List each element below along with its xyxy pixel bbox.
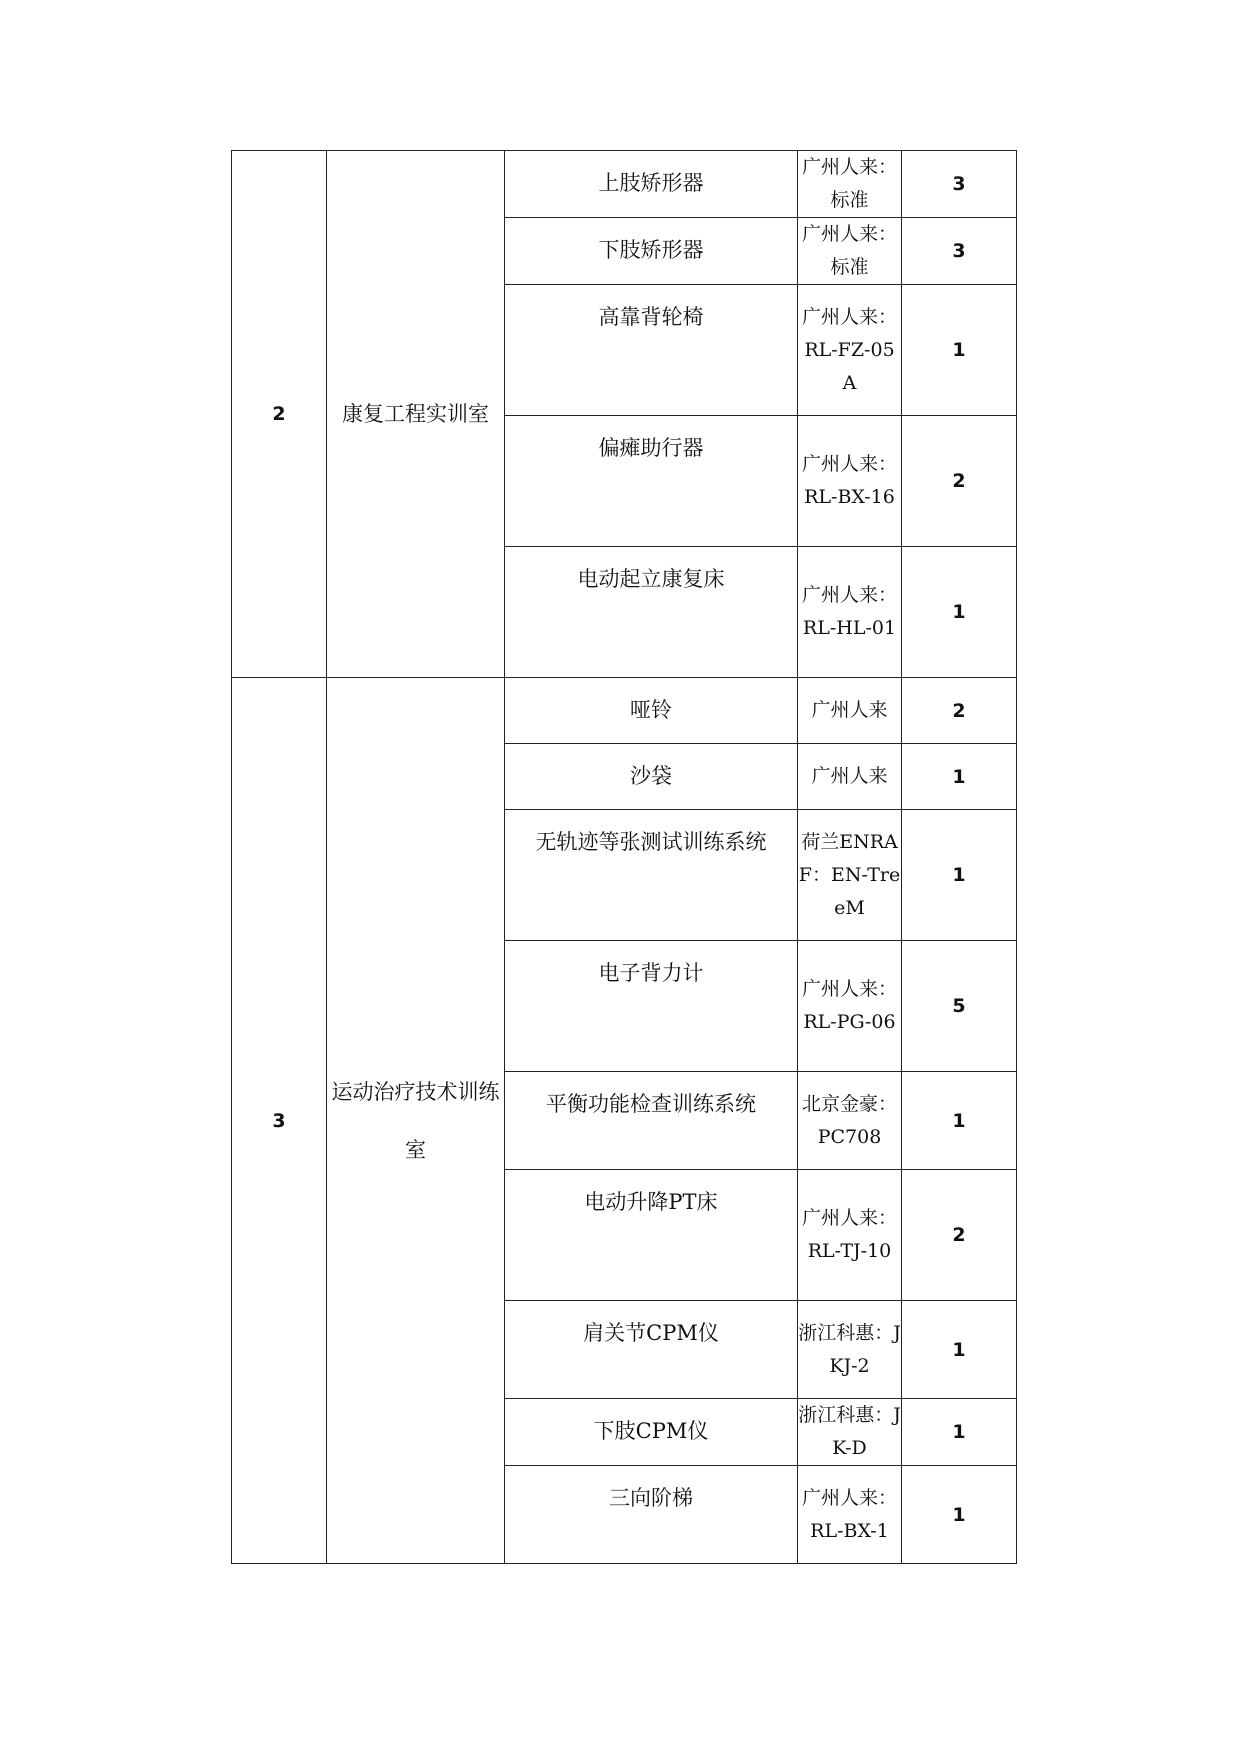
equipment-name: 哑铃 xyxy=(505,678,798,744)
equipment-spec: 广州人来：RL-FZ-05A xyxy=(798,285,902,416)
group-number: 3 xyxy=(232,678,327,1564)
equipment-spec: 广州人来 xyxy=(798,744,902,810)
equipment-qty: 1 xyxy=(902,1072,1017,1170)
equipment-name: 下肢矫形器 xyxy=(505,218,798,285)
equipment-name: 高靠背轮椅 xyxy=(505,285,798,416)
equipment-spec: 荷兰ENRAF：EN-TreeM xyxy=(798,810,902,941)
equipment-qty: 1 xyxy=(902,547,1017,678)
equipment-spec: 广州人来：RL-BX-16 xyxy=(798,416,902,547)
equipment-qty: 3 xyxy=(902,218,1017,285)
equipment-name: 电动起立康复床 xyxy=(505,547,798,678)
equipment-qty: 3 xyxy=(902,151,1017,218)
equipment-name: 下肢CPM仪 xyxy=(505,1399,798,1466)
equipment-spec: 北京金豪：PC708 xyxy=(798,1072,902,1170)
room-name: 运动治疗技术训练室 xyxy=(327,678,505,1564)
equipment-qty: 1 xyxy=(902,1301,1017,1399)
equipment-name: 电动升降PT床 xyxy=(505,1170,798,1301)
equipment-qty: 2 xyxy=(902,1170,1017,1301)
table-row xyxy=(232,678,1017,744)
equipment-name: 上肢矫形器 xyxy=(505,151,798,218)
equipment-spec: 广州人来：标准 xyxy=(798,218,902,285)
equipment-name: 沙袋 xyxy=(505,744,798,810)
equipment-spec: 广州人来：RL-HL-01 xyxy=(798,547,902,678)
equipment-spec: 浙江科惠：JK-D xyxy=(798,1399,902,1466)
group-number: 2 xyxy=(232,151,327,678)
equipment-spec: 广州人来：RL-BX-1 xyxy=(798,1466,902,1564)
equipment-name: 平衡功能检查训练系统 xyxy=(505,1072,798,1170)
equipment-spec: 浙江科惠：JKJ-2 xyxy=(798,1301,902,1399)
equipment-name: 无轨迹等张测试训练系统 xyxy=(505,810,798,941)
equipment-qty: 1 xyxy=(902,1399,1017,1466)
equipment-spec: 广州人来 xyxy=(798,678,902,744)
equipment-spec: 广州人来：RL-TJ-10 xyxy=(798,1170,902,1301)
equipment-name: 三向阶梯 xyxy=(505,1466,798,1564)
equipment-name: 电子背力计 xyxy=(505,941,798,1072)
equipment-qty: 1 xyxy=(902,1466,1017,1564)
equipment-name: 肩关节CPM仪 xyxy=(505,1301,798,1399)
equipment-table xyxy=(231,150,1017,1564)
equipment-spec: 广州人来：RL-PG-06 xyxy=(798,941,902,1072)
table-row xyxy=(232,151,1017,218)
room-name: 康复工程实训室 xyxy=(327,151,505,678)
equipment-qty: 1 xyxy=(902,285,1017,416)
equipment-qty: 2 xyxy=(902,416,1017,547)
equipment-qty: 1 xyxy=(902,744,1017,810)
equipment-qty: 5 xyxy=(902,941,1017,1072)
equipment-name: 偏瘫助行器 xyxy=(505,416,798,547)
equipment-qty: 1 xyxy=(902,810,1017,941)
equipment-qty: 2 xyxy=(902,678,1017,744)
equipment-spec: 广州人来：标准 xyxy=(798,151,902,218)
